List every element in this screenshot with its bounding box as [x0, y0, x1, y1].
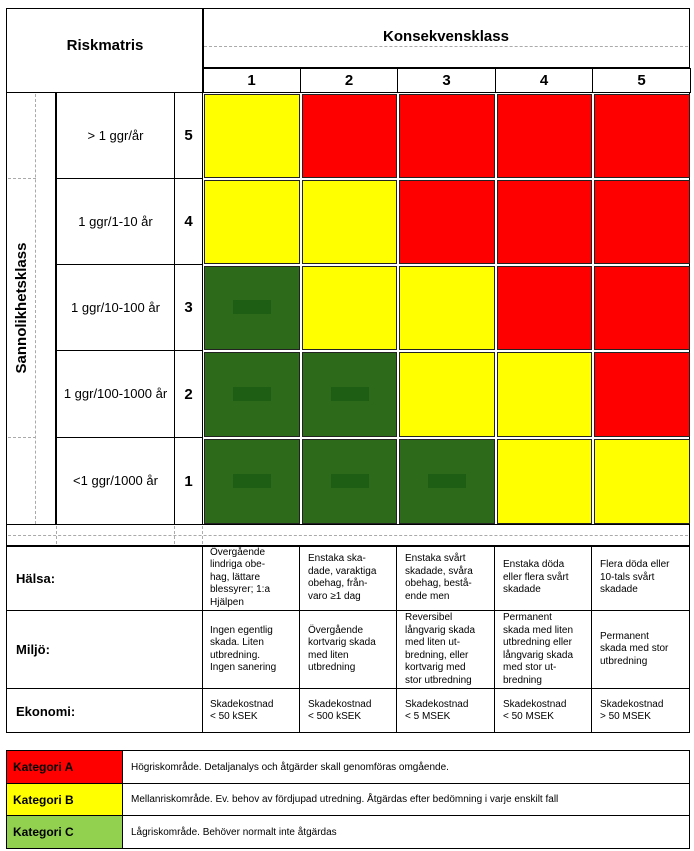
description-text: [405, 612, 475, 687]
probability-label-5: > 1 ggr/år: [56, 92, 175, 179]
description-line: bredning: [503, 674, 542, 686]
description-line: skada. Liten: [210, 637, 264, 648]
probability-label-2: 1 ggr/100-1000 år: [56, 350, 175, 438]
consequence-class-1: 1: [202, 68, 301, 93]
description-cell-0-5: [592, 546, 690, 611]
probability-dashed-top: [8, 178, 36, 179]
description-cell-2-3: [397, 689, 495, 733]
description-line: lindriga obe-: [210, 559, 266, 571]
matrix-cell-5-1: [204, 94, 300, 178]
matrix-cell-4-3: [399, 180, 495, 264]
description-line: skada med liten: [503, 624, 574, 636]
description-cell-2-2: [300, 689, 397, 733]
description-cell-2-4: [495, 689, 592, 733]
matrix-cell-2-1: [204, 352, 300, 437]
description-line: Övergående: [308, 624, 364, 636]
cell-marker: [233, 387, 271, 401]
description-text: [503, 559, 569, 597]
description-text: [600, 699, 663, 724]
description-text: [308, 625, 376, 675]
cell-marker: [331, 387, 369, 401]
description-line: Permanent: [503, 612, 552, 623]
legend-category-0: Kategori A: [6, 750, 123, 784]
matrix-cell-1-1: [204, 439, 300, 524]
probability-title: Sannolikhetsklass: [13, 242, 30, 374]
description-line: 10-tals svårt: [600, 571, 655, 583]
probability-class-2: 2: [174, 350, 203, 438]
description-line: obehag, bestå-: [405, 578, 472, 589]
description-cell-0-1: [202, 546, 300, 611]
matrix-cell-2-3: [399, 352, 495, 437]
probability-class-5: 5: [174, 92, 203, 179]
legend-category-2: Kategori C: [6, 815, 123, 849]
description-text: [308, 553, 376, 603]
description-line: Skadekostnad: [308, 698, 372, 710]
matrix-cell-2-2: [302, 352, 397, 437]
description-line: Enstaka döda: [503, 559, 565, 571]
matrix-title: Riskmatris: [66, 36, 144, 54]
probability-label-1: <1 ggr/1000 år: [56, 437, 175, 525]
description-cell-0-3: [397, 546, 495, 611]
legend-category-1: Kategori B: [6, 783, 123, 816]
description-cell-0-2: [300, 546, 397, 611]
description-line: < 500 kSEK: [308, 711, 362, 722]
matrix-cell-4-1: [204, 180, 300, 264]
description-line: skadade: [503, 584, 541, 596]
matrix-cell-5-5: [594, 94, 690, 178]
description-line: Ingen egentlig: [210, 624, 273, 636]
description-line: Permanent: [600, 630, 649, 642]
description-label-0: Hälsa:: [6, 546, 203, 611]
description-line: Skadekostnad: [210, 698, 274, 710]
legend-text-1: Mellanriskområde. Ev. behov av fördjupad utredning. Åtgärdas efter bedömning i varje enskilt fall: [122, 783, 690, 816]
description-cell-1-4: [495, 611, 592, 689]
description-line: Hjälpen: [210, 596, 244, 608]
description-line: < 5 MSEK: [405, 711, 451, 722]
matrix-cell-1-5: [594, 439, 690, 524]
cell-marker: [331, 474, 369, 488]
description-cell-1-2: [300, 611, 397, 689]
matrix-cell-1-4: [497, 439, 592, 524]
matrix-cell-5-2: [302, 94, 397, 178]
description-line: > 50 MSEK: [600, 711, 651, 722]
description-line: långvarig skada: [405, 624, 476, 636]
description-line: med liten ut-: [405, 637, 461, 648]
description-line: eller flera svårt: [503, 571, 569, 583]
description-line: Reversibel: [405, 612, 453, 623]
description-line: hag, lättare: [210, 571, 261, 583]
description-cell-2-5: [592, 689, 690, 733]
description-text: [405, 699, 468, 724]
description-cell-0-4: [495, 546, 592, 611]
matrix-cell-4-2: [302, 180, 397, 264]
description-line: kortvarig skada: [308, 637, 376, 648]
matrix-cell-2-4: [497, 352, 592, 437]
matrix-cell-3-4: [497, 266, 592, 350]
description-text: [308, 699, 371, 724]
legend-text-0: Högriskområde. Detaljanalys och åtgärder skall genomföras omgående.: [122, 750, 690, 784]
matrix-cell-3-5: [594, 266, 690, 350]
probability-label-4: 1 ggr/1-10 år: [56, 178, 175, 265]
description-line: stor utbredning: [405, 674, 472, 686]
spacer-dashed-h: [8, 535, 688, 536]
description-cell-2-1: [202, 689, 300, 733]
cell-marker: [233, 474, 271, 488]
description-line: Skadekostnad: [600, 698, 664, 710]
matrix-cell-5-4: [497, 94, 592, 178]
matrix-cell-3-2: [302, 266, 397, 350]
description-text: [210, 699, 273, 724]
description-text: [210, 547, 270, 610]
description-line: < 50 MSEK: [503, 711, 554, 722]
description-cell-1-1: [202, 611, 300, 689]
consequence-class-3: 3: [397, 68, 496, 93]
matrix-cell-4-4: [497, 180, 592, 264]
description-line: skadade, svåra: [405, 565, 473, 577]
matrix-cell-1-2: [302, 439, 397, 524]
description-line: < 50 kSEK: [210, 711, 258, 722]
description-line: ende men: [405, 590, 450, 602]
probability-dashed-bottom: [8, 437, 36, 438]
description-line: långvarig skada: [503, 649, 574, 661]
header-dashed-line: [204, 46, 688, 47]
description-line: Ingen sanering: [210, 662, 277, 673]
description-line: varo ≥1 dag: [308, 590, 361, 602]
description-line: Enstaka ska-: [308, 553, 366, 564]
matrix-cell-4-5: [594, 180, 690, 264]
description-line: Flera döda eller: [600, 559, 670, 571]
description-line: Skadekostnad: [405, 698, 469, 710]
description-line: bredning, eller: [405, 649, 469, 661]
matrix-cell-3-1: [204, 266, 300, 350]
matrix-cell-2-5: [594, 352, 690, 437]
description-text: [405, 553, 473, 603]
description-line: Enstaka svårt: [405, 553, 466, 564]
description-line: kortvarig med: [405, 662, 466, 673]
consequence-class-4: 4: [495, 68, 593, 93]
probability-dashed-line: [35, 94, 36, 524]
probability-class-1: 1: [174, 437, 203, 525]
description-line: obehag, från-: [308, 578, 368, 589]
description-text: [210, 625, 276, 675]
description-line: med liten: [308, 649, 349, 661]
matrix-cell-5-3: [399, 94, 495, 178]
description-line: dade, varaktiga: [308, 565, 377, 577]
description-line: utbredning.: [210, 649, 261, 661]
probability-label-3: 1 ggr/10-100 år: [56, 264, 175, 351]
consequence-class-5: 5: [592, 68, 691, 93]
probability-class-3: 3: [174, 264, 203, 351]
description-line: utbredning: [308, 662, 356, 673]
description-text: [600, 559, 669, 597]
description-label-2: Ekonomi:: [6, 689, 203, 733]
matrix-cell-1-3: [399, 439, 495, 524]
cell-marker: [428, 474, 466, 488]
description-line: Skadekostnad: [503, 698, 567, 710]
description-label-1: Miljö:: [6, 611, 203, 689]
description-line: utbredning: [600, 655, 648, 667]
description-text: [503, 612, 573, 687]
description-line: skadade: [600, 584, 638, 596]
description-line: utbredning eller: [503, 637, 572, 648]
legend-text-2: Lågriskområde. Behöver normalt inte åtgärdas: [122, 815, 690, 849]
description-cell-1-3: [397, 611, 495, 689]
cell-marker: [233, 300, 271, 314]
consequence-class-2: 2: [300, 68, 398, 93]
description-text: [503, 699, 566, 724]
description-line: skada med stor: [600, 643, 669, 655]
description-line: Övergående: [210, 546, 266, 558]
matrix-cell-3-3: [399, 266, 495, 350]
probability-class-4: 4: [174, 178, 203, 265]
description-line: med stor ut-: [503, 662, 557, 673]
description-cell-1-5: [592, 611, 690, 689]
description-line: blessyrer; 1:a: [210, 584, 271, 596]
consequence-title: Konsekvensklass: [383, 27, 509, 45]
description-text: [600, 631, 668, 669]
